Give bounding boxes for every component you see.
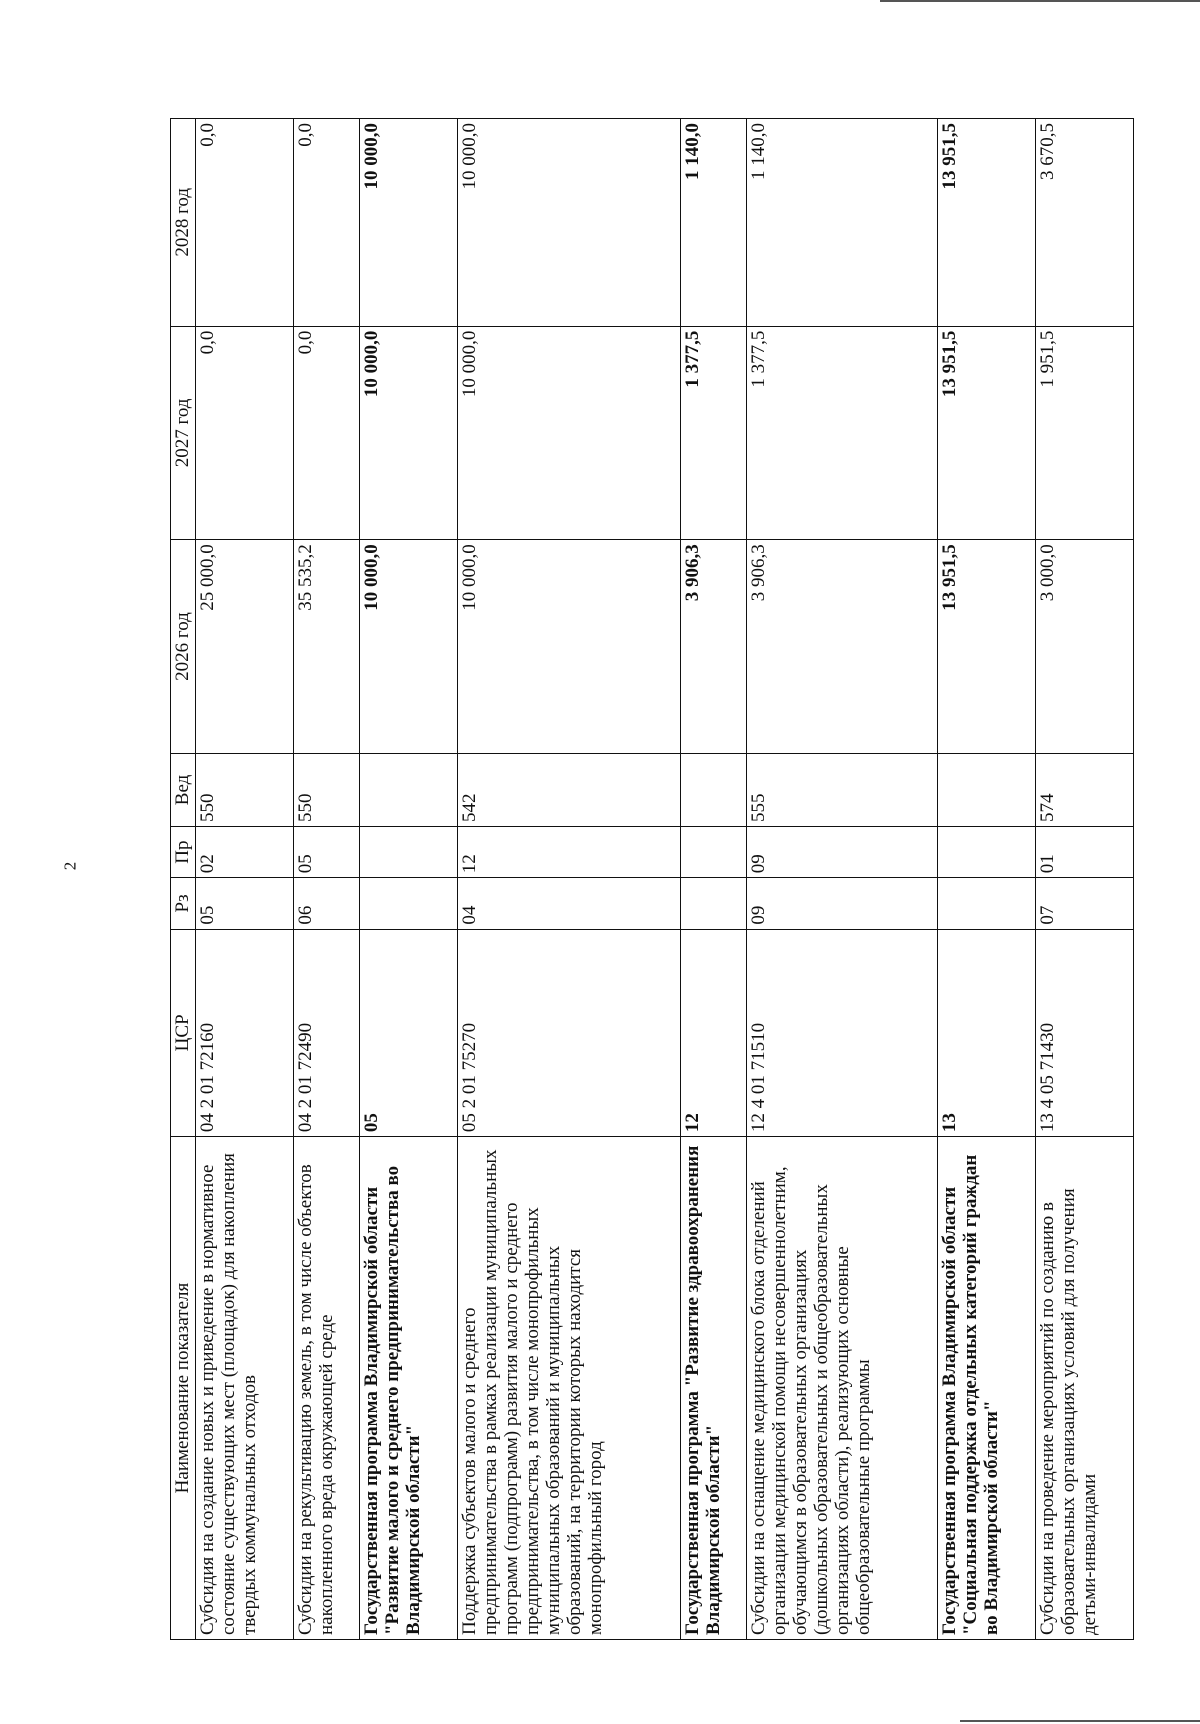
- scan-artifact-top: [880, 0, 1200, 2]
- header-pr: Пр: [171, 827, 196, 878]
- header-2026: 2026 год: [171, 540, 196, 754]
- cell-pr: 12: [458, 827, 680, 878]
- cell-rz: [938, 878, 1036, 929]
- cell-rz: 07: [1036, 878, 1134, 929]
- cell-2027: 13 951,5: [938, 326, 1036, 540]
- cell-2028: 10 000,0: [360, 119, 458, 327]
- cell-ved: 550: [293, 753, 360, 826]
- table-row: [458, 119, 680, 1640]
- cell-ved: [680, 753, 747, 826]
- cell-2026: 10 000,0: [360, 540, 458, 754]
- table-row: [196, 119, 294, 1640]
- cell-2028: 0,0: [293, 119, 360, 327]
- cell-csr: 12: [680, 929, 747, 1137]
- cell-rz: [360, 878, 458, 929]
- cell-ved: 555: [747, 753, 938, 826]
- cell-csr: 13: [938, 929, 1036, 1137]
- cell-csr: 04 2 01 72490: [293, 929, 360, 1137]
- cell-2027: 10 000,0: [360, 326, 458, 540]
- cell-2028: 1 140,0: [680, 119, 747, 327]
- cell-pr: [938, 827, 1036, 878]
- cell-2027: 10 000,0: [458, 326, 680, 540]
- cell-2028: 3 670,5: [1036, 119, 1134, 327]
- cell-2028: 0,0: [196, 119, 294, 327]
- cell-rz: 09: [747, 878, 938, 929]
- cell-ved: [360, 753, 458, 826]
- header-2027: 2027 год: [171, 326, 196, 540]
- cell-name: Поддержка субъектов малого и среднего предпринимательства в рамках реализации муниципальных программ (подпрограмм) развития малого и среднего предпринимательства, в том числе монопрофильных муниципальных образований и муниципальных образований, на территории которых находится монопрофильный город: [458, 1137, 680, 1640]
- table-row: [1036, 119, 1134, 1640]
- header-csr: ЦСР: [171, 929, 196, 1137]
- table-row-program: [360, 119, 458, 1640]
- cell-2028: 13 951,5: [938, 119, 1036, 327]
- cell-rz: 05: [196, 878, 294, 929]
- cell-csr: 04 2 01 72160: [196, 929, 294, 1137]
- header-name: Наименование показателя: [171, 1137, 196, 1640]
- cell-2026: 25 000,0: [196, 540, 294, 754]
- cell-pr: [680, 827, 747, 878]
- cell-2028: 10 000,0: [458, 119, 680, 327]
- table-row: [293, 119, 360, 1640]
- table-header-row: [171, 119, 196, 1640]
- header-ved: Вед: [171, 753, 196, 826]
- cell-rz: 06: [293, 878, 360, 929]
- cell-name: Субсидии на оснащение медицинского блока отделений организации медицинской помощи несовершеннолетним, обучающимся в образовательных организациях (дошкольных образовательных и общеобразовательных организациях области), реализующих основные общеобразовательные программы: [747, 1137, 938, 1640]
- cell-ved: 550: [196, 753, 294, 826]
- header-2028: 2028 год: [171, 119, 196, 327]
- cell-2026: 3 906,3: [747, 540, 938, 754]
- cell-pr: 01: [1036, 827, 1134, 878]
- cell-2026: 3 906,3: [680, 540, 747, 754]
- cell-csr: 05: [360, 929, 458, 1137]
- header-rz: Рз: [171, 878, 196, 929]
- cell-csr: 13 4 05 71430: [1036, 929, 1134, 1137]
- page-number: 2: [60, 861, 80, 871]
- cell-2026: 3 000,0: [1036, 540, 1134, 754]
- cell-pr: [360, 827, 458, 878]
- cell-ved: [938, 753, 1036, 826]
- cell-name: Государственная программа "Развитие здравоохранения Владимирской области": [680, 1137, 747, 1640]
- cell-name: Субсидия на создание новых и приведение в нормативное состояние существующих мест (площадок) для накопления твердых коммунальных отходов: [196, 1137, 294, 1640]
- cell-2026: 10 000,0: [458, 540, 680, 754]
- cell-2026: 13 951,5: [938, 540, 1036, 754]
- cell-name: Государственная программа Владимирской области "Развитие малого и среднего предпринимательства во Владимирской области": [360, 1137, 458, 1640]
- scan-artifact-bottom: [960, 1720, 1200, 1722]
- table-row-program: [680, 119, 747, 1640]
- cell-csr: 05 2 01 75270: [458, 929, 680, 1137]
- budget-table: [170, 118, 1134, 1640]
- table-row: [747, 119, 938, 1640]
- rotated-table-container: [170, 118, 1134, 1640]
- cell-csr: 12 4 01 71510: [747, 929, 938, 1137]
- cell-2027: 1 951,5: [1036, 326, 1134, 540]
- table-row-program: [938, 119, 1036, 1640]
- cell-name: Субсидии на проведение мероприятий по созданию в образовательных организациях условий для получения детьми-инвалидами: [1036, 1137, 1134, 1640]
- cell-ved: 574: [1036, 753, 1134, 826]
- cell-2026: 35 535,2: [293, 540, 360, 754]
- cell-2027: 1 377,5: [747, 326, 938, 540]
- cell-2027: 1 377,5: [680, 326, 747, 540]
- cell-name: Государственная программа Владимирской области "Социальная поддержка отдельных категорий граждан во Владимирской области": [938, 1137, 1036, 1640]
- cell-pr: 09: [747, 827, 938, 878]
- cell-rz: 04: [458, 878, 680, 929]
- cell-ved: 542: [458, 753, 680, 826]
- cell-rz: [680, 878, 747, 929]
- cell-pr: 05: [293, 827, 360, 878]
- cell-2027: 0,0: [293, 326, 360, 540]
- cell-2027: 0,0: [196, 326, 294, 540]
- cell-2028: 1 140,0: [747, 119, 938, 327]
- cell-pr: 02: [196, 827, 294, 878]
- cell-name: Субсидии на рекультивацию земель, в том числе объектов накопленного вреда окружающей среде: [293, 1137, 360, 1640]
